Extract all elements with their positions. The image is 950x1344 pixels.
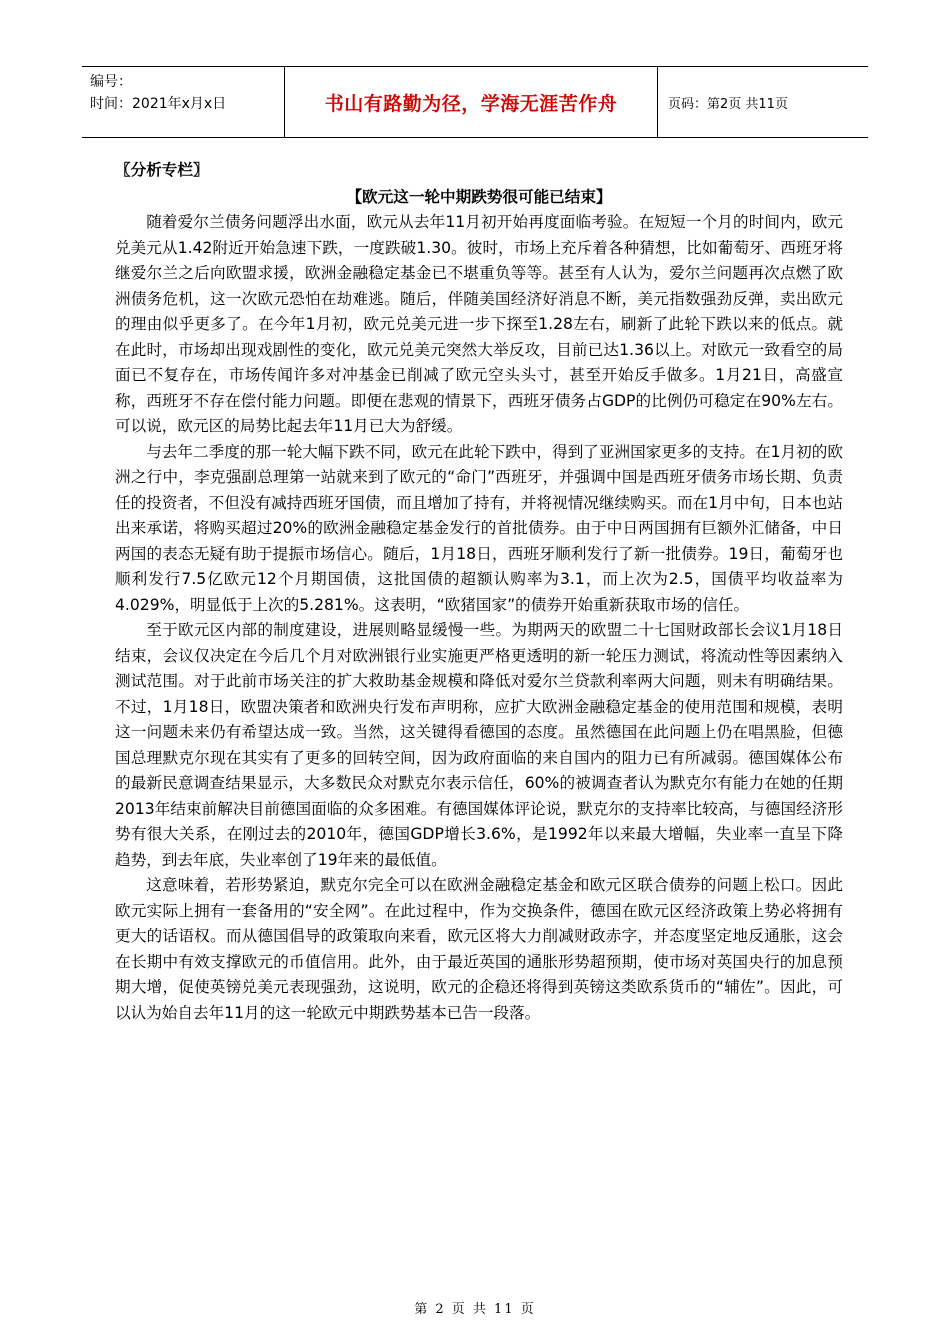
- article-body: [115, 158, 843, 1026]
- number-label: 编号：: [90, 74, 132, 90]
- page-footer: 第 2 页 共 11 页: [414, 1302, 536, 1317]
- header-motto: 书山有路勤为径，学海无涯苦作舟: [284, 67, 658, 137]
- paragraph: 与去年二季度的那一轮大幅下跌不同，欧元在此轮下跌中，得到了亚洲国家更多的支持。在1月初的欧洲之行中，李克强副总理第一站就来到了欧元的“命门”西班牙，并强调中国是西班牙债务市场长期、负责任的投资者，不但没有减持西班牙国债，而且增加了持有，并将视情况继续购买。而在1月中旬，日本也站出来承诺，将购买超过20%的欧洲金融稳定基金发行的首批债券。由于中日两国拥有巨额外汇储备，中日两国的表态无疑有助于提振市场信心。随后，1月18日，西班牙顺利发行了新一批债券。19日，葡萄牙也顺利发行7.5亿欧元12个月期国债，这批国债的超额认购率为3.1，而上次为2.5，国债平均收益率为4.029%，明显低于上次的5.281%。这表明，“欧猪国家”的债券开始重新获取市场的信任。: [115, 442, 843, 614]
- header-page-info: 页码：第2页 共11页: [668, 96, 788, 112]
- section-label: 〖分析专栏〗: [115, 161, 209, 179]
- page-header: [82, 66, 868, 138]
- paragraph: 至于欧元区内部的制度建设，进展则略显缓慢一些。为期两天的欧盟二十七国财政部长会议1月18日结束，会议仅决定在今后几个月对欧洲银行业实施更严格更透明的新一轮压力测试，将流动性等因素纳入测试范围。对于此前市场关注的扩大救助基金规模和降低对爱尔兰贷款利率两大问题，则未有明确结果。不过，1月18日，欧盟决策者和欧洲央行发布声明称，应扩大欧洲金融稳定基金的使用范围和规模，表明这一问题未来仍有希望达成一致。当然，这关键得看德国的态度。虽然德国在此问题上仍在唱黑脸，但德国总理默克尔现在其实有了更多的回转空间，因为政府面临的来自国内的阻力已有所减弱。德国媒体公布的最新民意调查结果显示，大多数民众对默克尔表示信任，60%的被调查者认为默克尔有能力在她的任期2013年结束前解决目前德国面临的众多困难。有德国媒体评论说，默克尔的支持率比较高，与德国经济形势有很大关系，在刚过去的2010年，德国GDP增长3.6%，是1992年以来最大增幅，失业率一直呈下降趋势，到去年底，失业率创了19年来的最低值。: [115, 621, 843, 869]
- date-label: 时间：2021年x月x日: [90, 96, 227, 112]
- header-meta: [82, 67, 284, 137]
- paragraph: 这意味着，若形势紧迫，默克尔完全可以在欧洲金融稳定基金和欧元区联合债券的问题上松口。因此欧元实际上拥有一套备用的“安全网”。在此过程中，作为交换条件，德国在欧元区经济政策上势必将拥有更大的话语权。而从德国倡导的政策取向来看，欧元区将大力削减财政赤字，并态度坚定地反通胀，这会在长期中有效支撑欧元的币值信用。此外，由于最近英国的通胀形势超预期，使市场对英国央行的加息预期大增，促使英镑兑美元表现强劲，这说明，欧元的企稳还将得到英镑这类欧系货币的“辅佐”。因此，可以认为始自去年11月的这一轮欧元中期跌势基本已告一段落。: [115, 876, 843, 1022]
- article-title: 【欧元这一轮中期跌势很可能已结束】: [346, 187, 612, 206]
- paragraph: 随着爱尔兰债务问题浮出水面，欧元从去年11月初开始再度面临考验。在短短一个月的时间内，欧元兑美元从1.42附近开始急速下跌，一度跌破1.30。彼时，市场上充斥着各种猜想，比如葡萄牙、西班牙将继爱尔兰之后向欧盟求援，欧洲金融稳定基金已不堪重负等等。甚至有人认为，爱尔兰问题再次点燃了欧洲债务危机，这一次欧元恐怕在劫难逃。随后，伴随美国经济好消息不断，美元指数强劲反弹，卖出欧元的理由似乎更多了。在今年1月初，欧元兑美元进一步下探至1.28左右，刷新了此轮下跌以来的低点。就在此时，市场却出现戏剧性的变化，欧元兑美元突然大举反攻，目前已达1.36以上。对欧元一致看空的局面已不复存在，市场传闻许多对冲基金已削减了欧元空头头寸，甚至开始反手做多。1月21日，高盛宣称，西班牙不存在偿付能力问题。即便在悲观的情景下，西班牙债务占GDP的比例仍可稳定在90%左右。可以说，欧元区的局势比起去年11月已大为舒缓。: [115, 213, 843, 435]
